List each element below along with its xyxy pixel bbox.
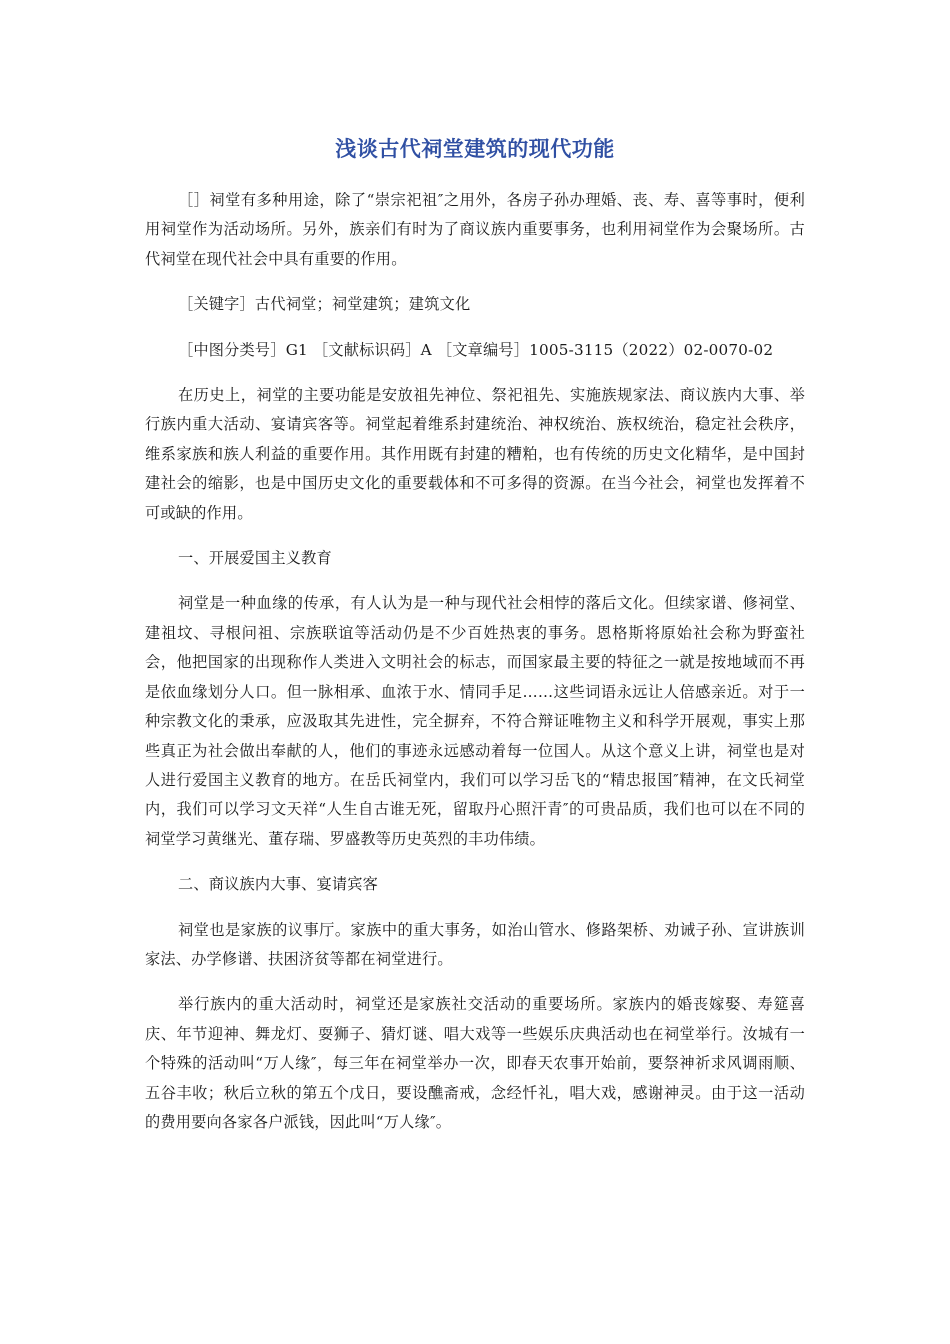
abstract-paragraph: ［］祠堂有多种用途，除了“崇宗祀祖″之用外，各房子孙办理婚、丧、寿、喜等事时，便利用祠堂作为活动场所。另外，族亲们有时为了商议族内重要事务，也利用祠堂作为会聚场所。古代祠堂在现代社会中具有重要的作用。 — [145, 191, 805, 268]
section-heading-1: 一、开展爱国主义教育 — [178, 549, 332, 568]
article-title: 浅谈古代祠堂建筑的现代功能 — [335, 137, 615, 161]
keywords-line: ［关键字］古代祠堂；祠堂建筑；建筑文化 — [178, 295, 471, 314]
classification-line: ［中图分类号］G1 ［文献标识码］A ［文章编号］1005-3115（2022）02-0070-02 — [178, 340, 774, 359]
section1-paragraph: 祠堂是一种血缘的传承，有人认为是一种与现代社会相悖的落后文化。但续家谱、修祠堂、建祖坟、寻根问祖、宗族联谊等活动仍是不少百姓热衷的事务。恩格斯将原始社会称为野蛮社会，他把国家的出现称作人类进入文明社会的标志，而国家最主要的特征之一就是按地域而不再是依血缘划分人口。但一脉相承、血浓于水、情同手足……这些词语永远让人倍感亲近。对于一种宗教文化的秉承，应汲取其先进性，完全摒弃，不符合辩证唯物主义和科学开展观，事实上那些真正为社会做出奉献的人，他们的事迹永远感动着每一位国人。从这个意义上讲，祠堂也是对人进行爱国主义教育的地方。在岳氏祠堂内，我们可以学习岳飞的“精忠报国″精神，在文氏祠堂内，我们可以学习文天祥“人生自古谁无死，留取丹心照汗青″的可贵品质，我们也可以在不同的祠堂学习黄继光、董存瑞、罗盛教等历史英烈的丰功伟绩。 — [145, 594, 805, 848]
article-body — [145, 134, 805, 1153]
section2-paragraph-2: 举行族内的重大活动时，祠堂还是家族社交活动的重要场所。家族内的婚丧嫁娶、寿筵喜庆、年节迎神、舞龙灯、耍狮子、猜灯谜、唱大戏等一些娱乐庆典活动也在祠堂举行。汝城有一个特殊的活动叫“万人缘″，每三年在祠堂举办一次，即春天农事开始前，要祭神祈求风调雨顺、五谷丰收；秋后立秋的第五个戊日，要设醮斋戒，念经忏礼，唱大戏，感谢神灵。由于这一活动的费用要向各家各户派钱，因此叫“万人缘″。 — [145, 995, 805, 1131]
intro-paragraph: 在历史上，祠堂的主要功能是安放祖先神位、祭祀祖先、实施族规家法、商议族内大事、举行族内重大活动、宴请宾客等。祠堂起着维系封建统治、神权统治、族权统治，稳定社会秩序，维系家族和族人利益的重要作用。其作用既有封建的糟粕，也有传统的历史文化精华，是中国封建社会的缩影，也是中国历史文化的重要载体和不可多得的资源。在当今社会，祠堂也发挥着不可或缺的作用。 — [145, 386, 805, 522]
section2-paragraph-1: 祠堂也是家族的议事厅。家族中的重大事务，如治山管水、修路架桥、劝诫子孙、宣讲族训家法、办学修谱、扶困济贫等都在祠堂进行。 — [145, 920, 805, 968]
section-heading-2: 二、商议族内大事、宴请宾客 — [178, 875, 379, 894]
